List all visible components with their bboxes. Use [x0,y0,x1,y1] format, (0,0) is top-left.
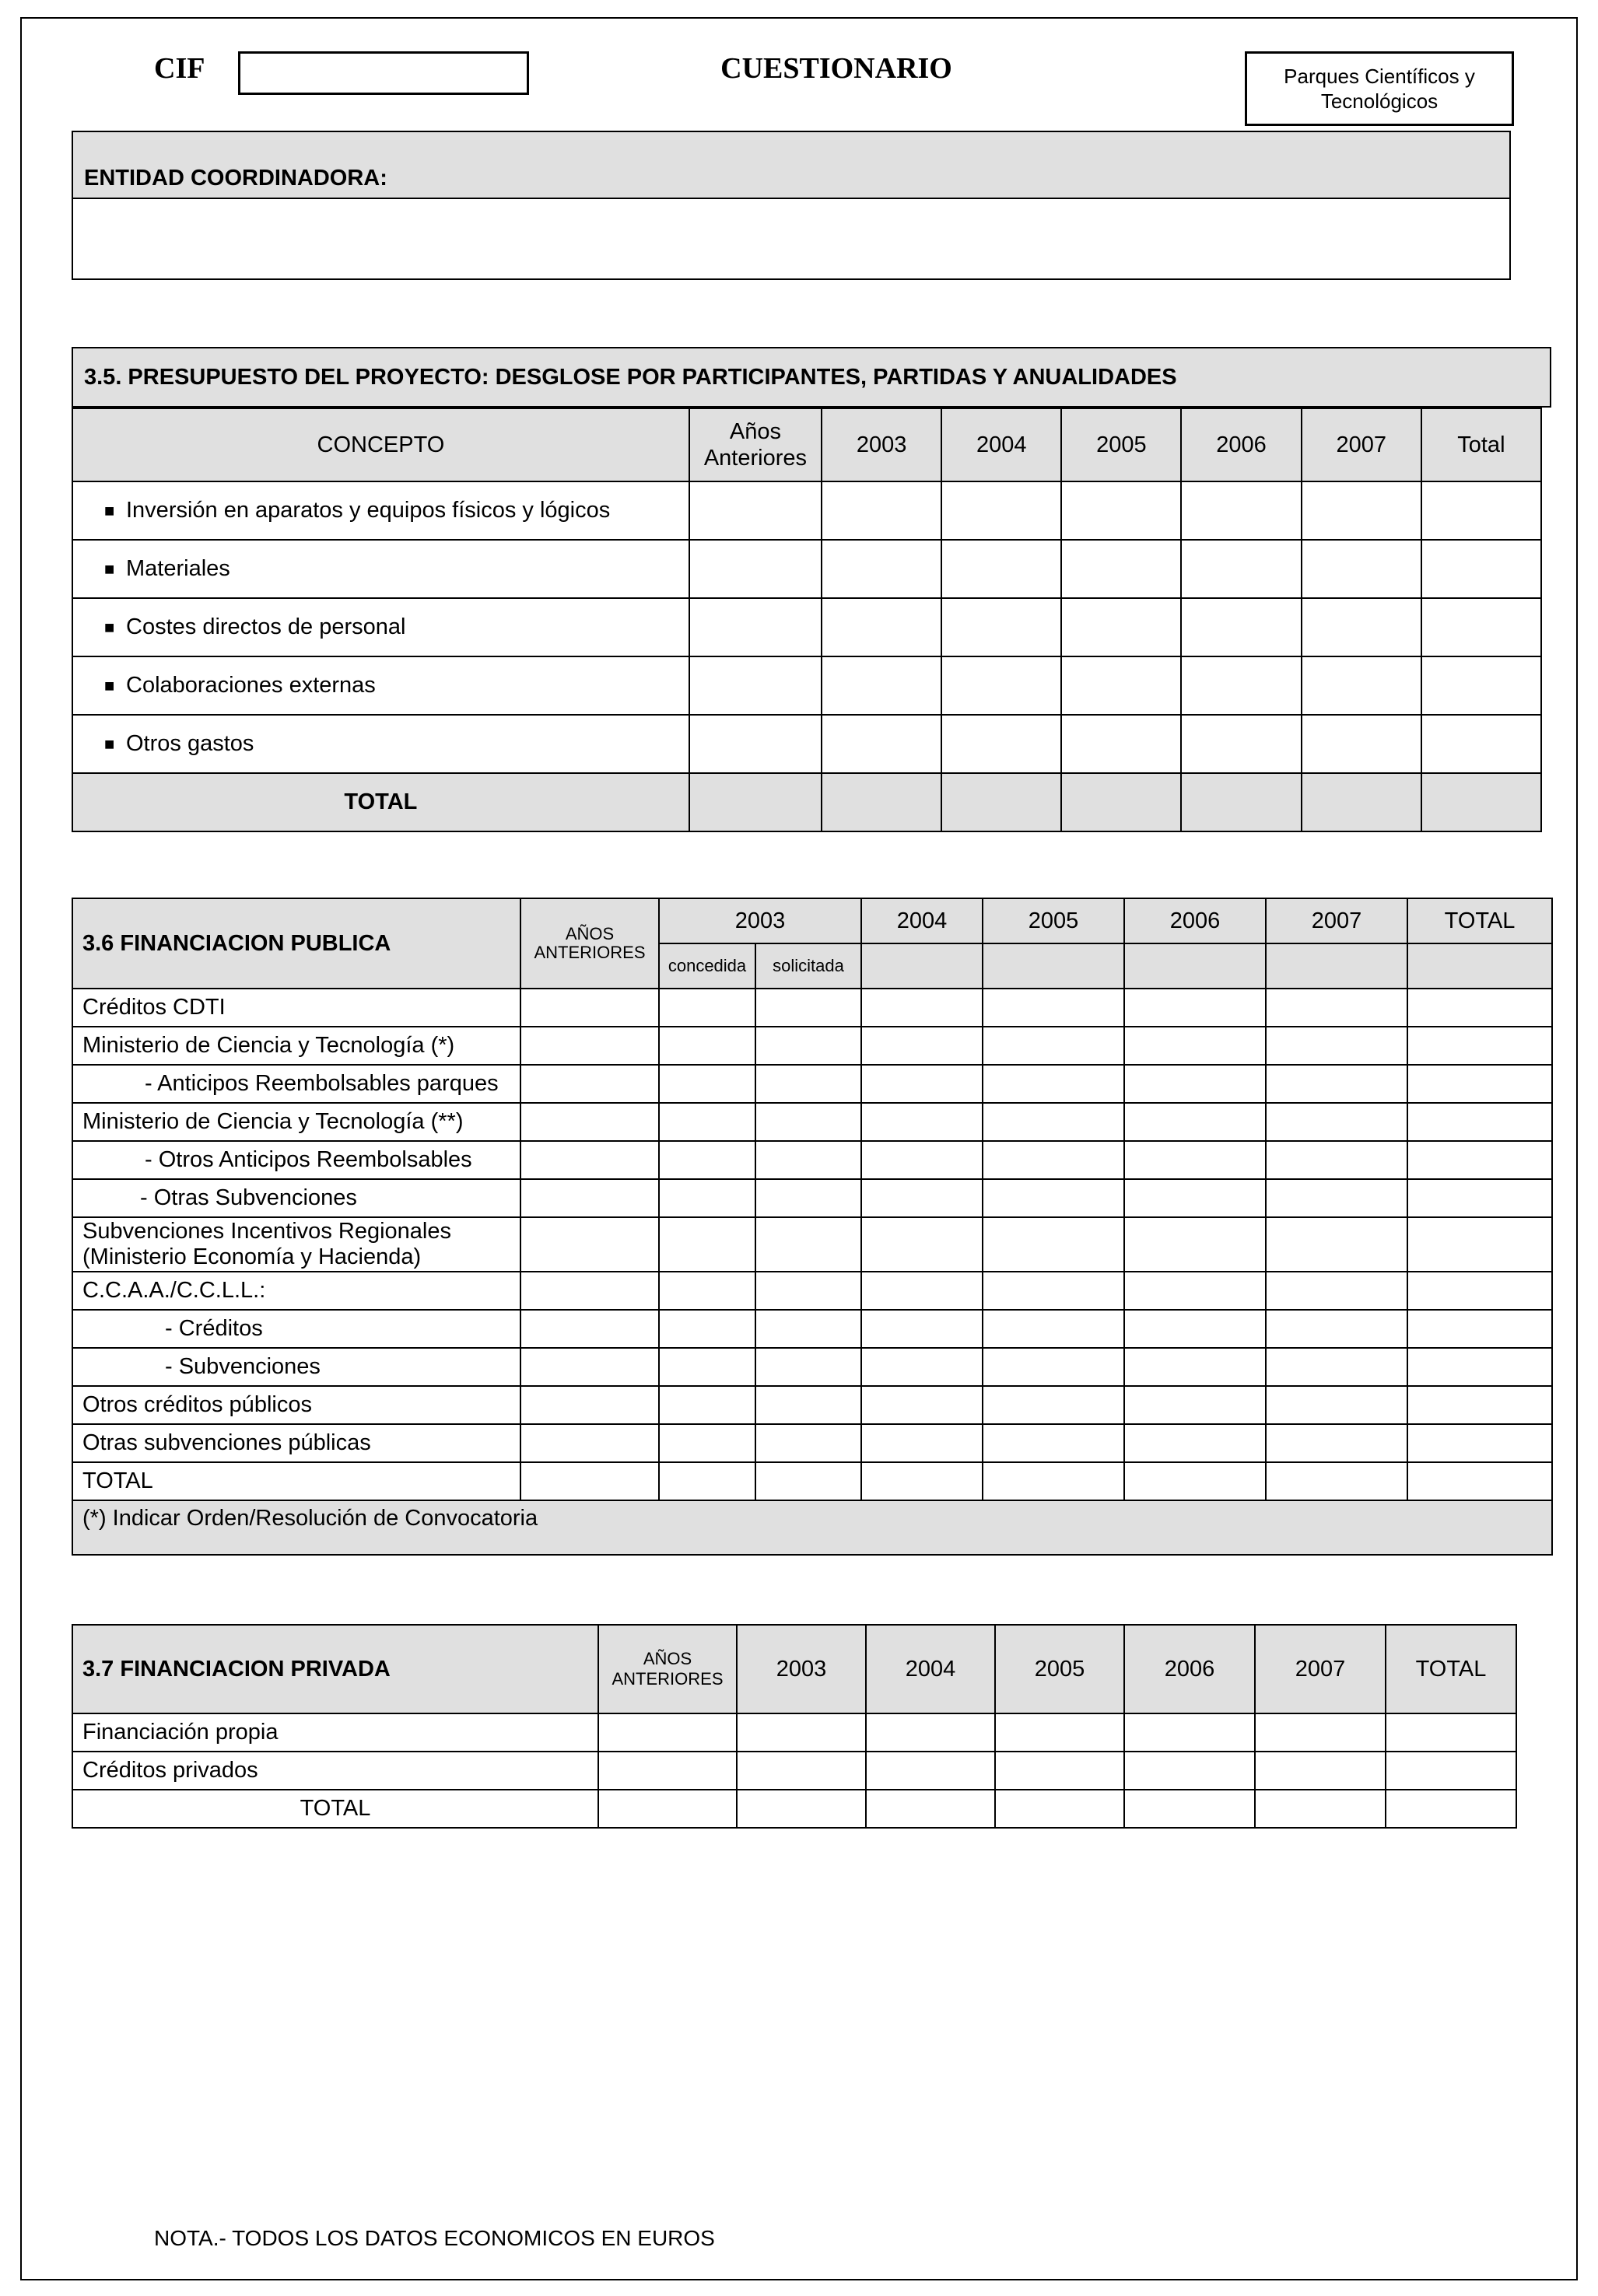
cell[interactable] [1124,1424,1266,1462]
cell[interactable] [1124,1272,1266,1310]
subheader-blank [861,943,983,989]
cell[interactable] [755,1179,861,1217]
cell[interactable] [1266,1217,1407,1272]
col-2003: 2003 [737,1625,866,1713]
col-2006: 2006 [1124,1625,1255,1713]
cell[interactable] [659,1141,755,1179]
cell[interactable] [520,1217,659,1272]
cell[interactable] [822,773,941,831]
cell[interactable] [1266,1424,1407,1462]
cell[interactable] [1266,1103,1407,1141]
cell[interactable] [755,1272,861,1310]
table-row [72,1348,1552,1386]
financiacion-publica-title: 3.6 FINANCIACION PUBLICA [72,898,520,989]
row-label: Subvenciones Incentivos Regionales (Ministerio Economía y Hacienda) [72,1217,520,1272]
financiacion-privada-table [72,1624,1517,1829]
cell[interactable] [1302,656,1421,715]
cell[interactable] [520,1141,659,1179]
table-row [72,989,1552,1027]
nota-footer: NOTA.- TODOS LOS DATOS ECONOMICOS EN EUROS [154,2226,715,2250]
cell[interactable] [1302,481,1421,540]
cell[interactable] [995,1713,1124,1752]
cell[interactable] [1124,1752,1255,1790]
bullet-icon: ■ [104,734,115,754]
cell[interactable] [1421,773,1541,831]
cell[interactable] [1386,1790,1516,1828]
cell[interactable] [659,1027,755,1065]
table-row [72,715,1541,773]
col-2003: 2003 [659,898,861,943]
cell[interactable] [1124,1713,1255,1752]
row-label: TOTAL [72,1462,520,1500]
cell[interactable] [1407,989,1552,1027]
cell[interactable] [755,1027,861,1065]
cell[interactable] [983,1424,1124,1462]
note-row [72,1500,1552,1555]
row-label: Créditos CDTI [72,989,520,1027]
col-anos-anteriores: AÑOS ANTERIORES [598,1625,737,1713]
row-label [72,715,689,773]
cell[interactable] [822,598,941,656]
cell[interactable] [1407,1217,1552,1272]
cell[interactable] [1266,1386,1407,1424]
cell[interactable] [520,1386,659,1424]
cell[interactable] [1181,656,1301,715]
cell[interactable] [866,1752,995,1790]
cell[interactable] [1124,1217,1266,1272]
table-row [72,656,1541,715]
cell[interactable] [520,1348,659,1386]
presupuesto-header-row [72,408,1541,481]
row-label: - Créditos [72,1310,520,1348]
presupuesto-section-title: 3.5. PRESUPUESTO DEL PROYECTO: DESGLOSE POR PARTICIPANTES, PARTIDAS Y ANUALIDADES [72,347,1551,408]
cell[interactable] [866,1790,995,1828]
cell[interactable] [1407,1027,1552,1065]
cell[interactable] [1181,481,1301,540]
cell[interactable] [861,1027,983,1065]
cell[interactable] [659,1065,755,1103]
cif-input-box[interactable] [238,51,529,95]
bullet-icon: ■ [104,501,115,521]
cell[interactable] [1421,715,1541,773]
cell[interactable] [1124,1065,1266,1103]
cell[interactable] [520,1462,659,1500]
col-total: TOTAL [1407,898,1552,943]
cell[interactable] [1407,1310,1552,1348]
cell[interactable] [861,1272,983,1310]
table-row [72,1065,1552,1103]
cell[interactable] [1255,1713,1386,1752]
entidad-value-field[interactable] [73,199,1509,280]
cell[interactable] [995,1790,1124,1828]
row-label-text: Inversión en aparatos y equipos físicos y lógicos [126,498,611,523]
cell[interactable] [983,1462,1124,1500]
cif-label: CIF [154,52,205,85]
cell[interactable] [659,1217,755,1272]
cell[interactable] [983,1065,1124,1103]
cell[interactable] [983,1103,1124,1141]
cell[interactable] [659,1462,755,1500]
cell[interactable] [1266,1462,1407,1500]
table-row [72,1386,1552,1424]
financiacion-publica-table [72,898,1553,1556]
cell[interactable] [1421,481,1541,540]
col-2006: 2006 [1181,408,1301,481]
row-label-text: Otros gastos [126,731,254,756]
cell[interactable] [689,656,822,715]
total-label: TOTAL [72,773,689,831]
cell[interactable] [822,656,941,715]
cell[interactable] [995,1752,1124,1790]
financiacion-publica-header-row [72,898,1552,943]
cell[interactable] [1061,481,1181,540]
cell[interactable] [1124,1141,1266,1179]
cell[interactable] [861,1141,983,1179]
cell[interactable] [737,1713,866,1752]
cell[interactable] [1181,598,1301,656]
cell[interactable] [941,715,1061,773]
row-label [72,656,689,715]
cell[interactable] [598,1790,737,1828]
cell[interactable] [520,1424,659,1462]
cell[interactable] [1124,1790,1255,1828]
cell[interactable] [689,481,822,540]
subheader-blank [1407,943,1552,989]
cell[interactable] [1266,1272,1407,1310]
cell[interactable] [1302,773,1421,831]
cell[interactable] [983,1217,1124,1272]
col-2007: 2007 [1255,1625,1386,1713]
cell[interactable] [520,1179,659,1217]
cell[interactable] [983,1310,1124,1348]
cell[interactable] [941,598,1061,656]
total-row [72,773,1541,831]
presupuesto-table [72,408,1542,832]
cell[interactable] [755,1141,861,1179]
cell[interactable] [1302,715,1421,773]
note-text: (*) Indicar Orden/Resolución de Convocatoria [72,1500,1552,1555]
cell[interactable] [659,1103,755,1141]
cell[interactable] [1302,540,1421,598]
cell[interactable] [822,540,941,598]
cell[interactable] [1124,1348,1266,1386]
table-row [72,540,1541,598]
cell[interactable] [861,989,983,1027]
cell[interactable] [1181,715,1301,773]
cell[interactable] [1266,1310,1407,1348]
cell[interactable] [861,1310,983,1348]
row-label: - Subvenciones [72,1348,520,1386]
col-2007: 2007 [1266,898,1407,943]
row-label-text: Colaboraciones externas [126,673,376,698]
cell[interactable] [861,1462,983,1500]
row-label: - Otras Subvenciones [72,1179,520,1217]
cell[interactable] [983,989,1124,1027]
cell[interactable] [1266,989,1407,1027]
cell[interactable] [1124,1310,1266,1348]
cell[interactable] [861,1179,983,1217]
cell[interactable] [1421,540,1541,598]
cell[interactable] [598,1752,737,1790]
total-row [72,1462,1552,1500]
row-label [72,598,689,656]
total-row [72,1790,1516,1828]
cell[interactable] [659,1179,755,1217]
bullet-icon: ■ [104,618,115,638]
cell[interactable] [1407,1179,1552,1217]
cell[interactable] [1181,540,1301,598]
page-title: CUESTIONARIO [720,52,952,85]
cell[interactable] [755,1310,861,1348]
row-label-text: Costes directos de personal [126,614,406,639]
cell[interactable] [1407,1348,1552,1386]
cell[interactable] [1061,598,1181,656]
subheader-blank [1124,943,1266,989]
subheader-blank [1266,943,1407,989]
cell[interactable] [1266,1065,1407,1103]
col-2004: 2004 [941,408,1061,481]
cell[interactable] [659,1310,755,1348]
col-anos-anteriores: Años Anteriores [689,408,822,481]
cell[interactable] [737,1790,866,1828]
col-total: TOTAL [1386,1625,1516,1713]
financiacion-privada-title: 3.7 FINANCIACION PRIVADA [72,1625,598,1713]
program-name: Parques Científicos y Tecnológicos [1284,65,1475,113]
row-label: Ministerio de Ciencia y Tecnología (*) [72,1027,520,1065]
cell[interactable] [1061,656,1181,715]
cell[interactable] [1407,1462,1552,1500]
row-label-text: Materiales [126,556,230,581]
cell[interactable] [520,989,659,1027]
cell[interactable] [689,598,822,656]
cell[interactable] [659,989,755,1027]
col-2005: 2005 [995,1625,1124,1713]
cell[interactable] [1407,1424,1552,1462]
cell[interactable] [598,1713,737,1752]
cell[interactable] [1407,1141,1552,1179]
cell[interactable] [1061,773,1181,831]
cell[interactable] [659,1272,755,1310]
cell[interactable] [520,1103,659,1141]
cell[interactable] [941,656,1061,715]
cell[interactable] [861,1065,983,1103]
subheader-blank [983,943,1124,989]
cell[interactable] [659,1424,755,1462]
cell[interactable] [755,1386,861,1424]
table-row [72,1103,1552,1141]
financiacion-privada-header-row [72,1625,1516,1713]
col-concepto: CONCEPTO [72,408,689,481]
bullet-icon: ■ [104,559,115,579]
cell[interactable] [520,1027,659,1065]
cell[interactable] [1255,1790,1386,1828]
cell[interactable] [1386,1713,1516,1752]
cell[interactable] [1302,598,1421,656]
col-2004: 2004 [861,898,983,943]
row-label: Otras subvenciones públicas [72,1424,520,1462]
cell[interactable] [1181,773,1301,831]
col-anos-anteriores: AÑOS ANTERIORES [520,898,659,989]
table-row [72,1027,1552,1065]
cell[interactable] [737,1752,866,1790]
cell[interactable] [983,1348,1124,1386]
cell[interactable] [983,1272,1124,1310]
cell[interactable] [822,715,941,773]
cell[interactable] [1124,1027,1266,1065]
cell[interactable] [1421,656,1541,715]
row-label: C.C.A.A./C.C.L.L.: [72,1272,520,1310]
cell[interactable] [861,1348,983,1386]
row-label: Otros créditos públicos [72,1386,520,1424]
cell[interactable] [1407,1386,1552,1424]
cell[interactable] [1266,1141,1407,1179]
cell[interactable] [1061,715,1181,773]
col-2003-concedida: concedida [659,943,755,989]
table-row [72,481,1541,540]
cell[interactable] [983,1179,1124,1217]
col-2006: 2006 [1124,898,1266,943]
table-row [72,1179,1552,1217]
table-row [72,1217,1552,1272]
row-label: Ministerio de Ciencia y Tecnología (**) [72,1103,520,1141]
cell[interactable] [861,1386,983,1424]
cell[interactable] [941,773,1061,831]
row-label: Financiación propia [72,1713,598,1752]
cell[interactable] [520,1310,659,1348]
cell[interactable] [1407,1103,1552,1141]
col-2003-solicitada: solicitada [755,943,861,989]
row-label: - Anticipos Reembolsables parques [72,1065,520,1103]
cell[interactable] [941,540,1061,598]
col-total: Total [1421,408,1541,481]
cell[interactable] [983,1141,1124,1179]
cell[interactable] [861,1424,983,1462]
table-row [72,1713,1516,1752]
cell[interactable] [1124,1386,1266,1424]
cell[interactable] [755,1217,861,1272]
row-label: - Otros Anticipos Reembolsables [72,1141,520,1179]
cell[interactable] [689,715,822,773]
table-row [72,1272,1552,1310]
cell[interactable] [1266,1179,1407,1217]
row-label [72,540,689,598]
cell[interactable] [755,1065,861,1103]
row-label [72,481,689,540]
col-2003: 2003 [822,408,941,481]
cell[interactable] [689,773,822,831]
table-row [72,1141,1552,1179]
cell[interactable] [1255,1752,1386,1790]
cell[interactable] [689,540,822,598]
cell[interactable] [983,1386,1124,1424]
cell[interactable] [755,989,861,1027]
cell[interactable] [659,1386,755,1424]
table-row [72,1424,1552,1462]
cell[interactable] [1421,598,1541,656]
cell[interactable] [755,1462,861,1500]
cell[interactable] [1407,1065,1552,1103]
cell[interactable] [659,1348,755,1386]
cell[interactable] [755,1348,861,1386]
cell[interactable] [861,1103,983,1141]
col-2004: 2004 [866,1625,995,1713]
cell[interactable] [1266,1027,1407,1065]
cell[interactable] [1386,1752,1516,1790]
cell[interactable] [941,481,1061,540]
cell[interactable] [1124,1103,1266,1141]
row-label: Créditos privados [72,1752,598,1790]
cell[interactable] [1266,1348,1407,1386]
program-box [1245,51,1514,126]
cell[interactable] [1407,1272,1552,1310]
table-row [72,1310,1552,1348]
cell[interactable] [866,1713,995,1752]
col-2005: 2005 [983,898,1124,943]
cell[interactable] [520,1065,659,1103]
cell[interactable] [520,1272,659,1310]
cell[interactable] [861,1217,983,1272]
cell[interactable] [983,1027,1124,1065]
col-2007: 2007 [1302,408,1421,481]
cell[interactable] [755,1103,861,1141]
cell[interactable] [822,481,941,540]
entidad-coordinadora-section [72,131,1511,280]
cell[interactable] [1124,989,1266,1027]
entidad-label: ENTIDAD COORDINADORA: [73,132,1509,199]
cell[interactable] [1124,1462,1266,1500]
table-row [72,598,1541,656]
bullet-icon: ■ [104,676,115,696]
cell[interactable] [755,1424,861,1462]
cell[interactable] [1124,1179,1266,1217]
col-2005: 2005 [1061,408,1181,481]
total-label: TOTAL [72,1790,598,1828]
table-row [72,1752,1516,1790]
cell[interactable] [1061,540,1181,598]
